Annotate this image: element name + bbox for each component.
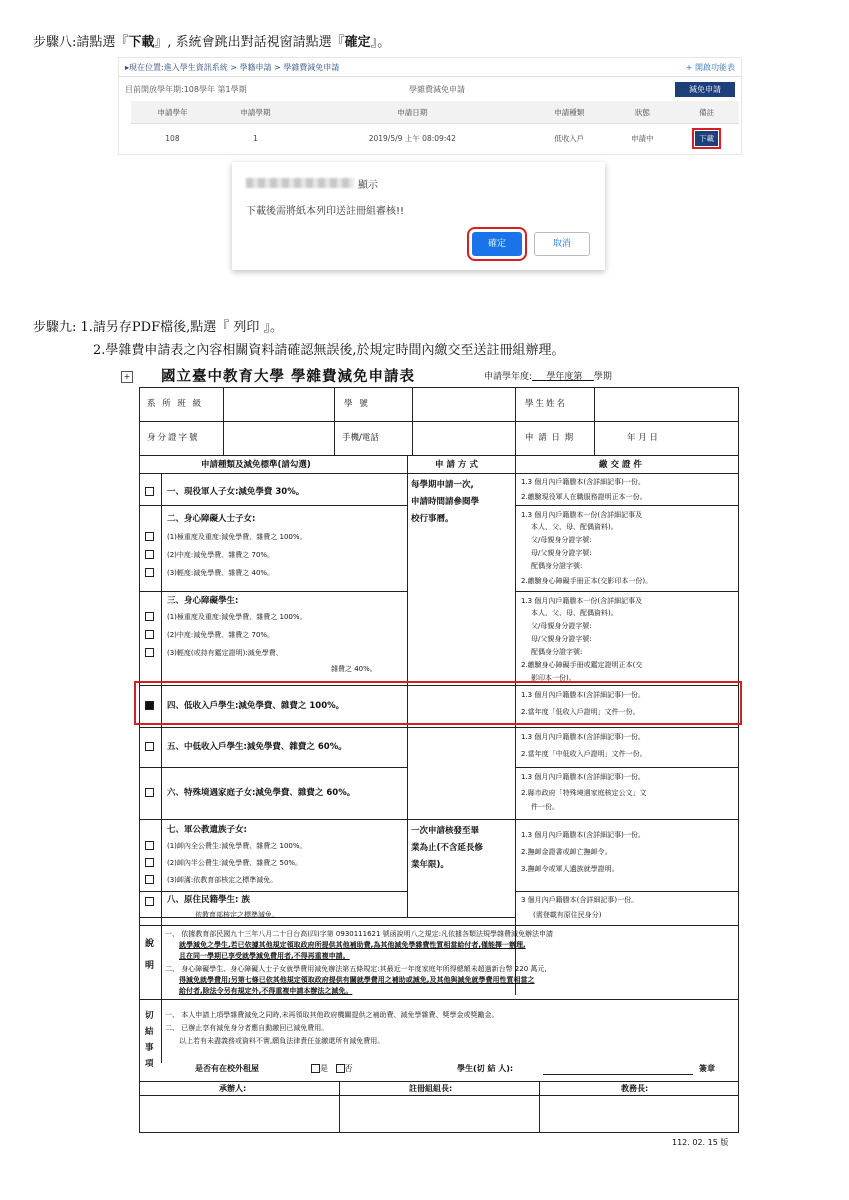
checkbox-cat3-1[interactable] bbox=[145, 612, 154, 621]
step8-instruction: 步驟八:請點選『下載』, 系統會跳出對話視窗請點選『確定』。 bbox=[33, 35, 391, 50]
checkbox-cat3-2[interactable] bbox=[145, 630, 154, 639]
checkbox-cat7-3[interactable] bbox=[145, 875, 154, 884]
checkbox-cat2-2[interactable] bbox=[145, 550, 154, 559]
checkbox-cat2-1[interactable] bbox=[145, 532, 154, 541]
col-year: 申請學年 bbox=[131, 101, 214, 124]
dialog-message: 下載後需將紙本列印送註冊組審核!! bbox=[246, 206, 405, 217]
col-status: 狀態 bbox=[611, 101, 674, 124]
checkbox-cat5[interactable] bbox=[145, 742, 154, 751]
header-method: 申 請 方 式 bbox=[435, 460, 478, 470]
page-name: 學雜費減免申請 bbox=[409, 84, 465, 94]
col-note: 備註 bbox=[674, 101, 739, 124]
checkbox-cat7-1[interactable] bbox=[145, 841, 154, 850]
checkbox-cat2-3[interactable] bbox=[145, 568, 154, 577]
col-type: 申請種類 bbox=[528, 101, 611, 124]
breadcrumb-text: ▸現在位置:進入學生資訊系統 > 學籍申請 > 學雜費減免申請 bbox=[125, 62, 340, 72]
header-category: 申請種類及減免標準(請勾選) bbox=[201, 460, 311, 470]
table-anchor-icon: + bbox=[121, 371, 133, 383]
apply-button[interactable]: 減免申請 bbox=[675, 82, 735, 97]
step9-line1: 步驟九: 1.請另存PDF檔後,點選『 列印 』。 bbox=[33, 320, 284, 335]
open-menu-link[interactable]: + 開啟功能表 bbox=[685, 62, 735, 72]
blurred-host bbox=[246, 178, 354, 188]
checkbox-abroad-no[interactable] bbox=[336, 1064, 345, 1073]
portal-screenshot bbox=[118, 57, 742, 155]
term-label: 目前開放學年期:108學年 第1學期 bbox=[125, 84, 247, 94]
label-name: 學生姓名 bbox=[525, 399, 568, 409]
highlight-low-income bbox=[134, 681, 742, 725]
checkbox-cat8[interactable] bbox=[145, 897, 154, 906]
date-format: 年 月 日 bbox=[627, 433, 658, 443]
checkbox-abroad-yes[interactable] bbox=[311, 1064, 320, 1073]
checkbox-cat3-3[interactable] bbox=[145, 648, 154, 657]
label-student-id: 學 號 bbox=[344, 399, 370, 409]
label-registrar: 註冊組組長: bbox=[409, 1084, 453, 1093]
col-term: 申請學期 bbox=[214, 101, 297, 124]
form-year: 申請學年度: 學年度第 學期 bbox=[484, 372, 612, 382]
header-docs: 繳 交 證 件 bbox=[599, 460, 642, 470]
label-date: 申 請 日 期 bbox=[525, 433, 575, 443]
col-date: 申請日期 bbox=[297, 101, 528, 124]
download-button[interactable]: 下載 bbox=[695, 131, 718, 146]
checkbox-cat7-2[interactable] bbox=[145, 858, 154, 867]
label-phone: 手機/電話 bbox=[342, 433, 379, 443]
application-table bbox=[131, 101, 739, 152]
checkbox-cat6[interactable] bbox=[145, 788, 154, 797]
checkbox-cat1[interactable] bbox=[145, 487, 154, 496]
ok-button[interactable]: 確定 bbox=[472, 232, 522, 256]
label-dean: 教務長: bbox=[621, 1084, 649, 1093]
application-form: 國立臺中教育大學 學雜費減免申請表 申請學年度: 學年度第 學期 系 所 班 級 學 號 學生姓名 身分證字號 手機/電話 申 請 日 期 年 月 日 申請種類及減免標準(請勾選) 申 請 方 式 繳 交 證 件 每學期申請一次, 申請時間請參閱學 校行事曆。 一、現役軍人子女:減免學費 30%。 1.3 個月內戶籍謄本(含詳細記事)一份。 2.繳驗現役軍人在職服務證明正本一份。 二、身心障礙人士子女: (1)極重度及重度:減免學費、雜費之 100%。 (2)中度:減免學費、雜費之 70%。 (3)輕度:減免學費、雜費之 40%。 1.3 個月內戶籍謄本一份(含詳細記事及 本人、父、母、配偶資料)。 父/母親身分證字號: 母/父親身分證字號: 配偶身分證字號: 2.繳驗身心障礙手冊正本(交影印本一份)。 三、身心障礙學生: (1)極重度及重度:減免學費、雜費之 100%。 (2)中度:減免學費、雜費之 70%。 (3)輕度(或持有鑑定證明):減免學費、 雜費之 40%。 1.3 個月內戶籍謄本一份(含詳細記事及 本人、父、母、配偶資料)。 父/母親身分證字號: 母/父親身分證字號: 配偶身分證字號: 2.繳驗身心障礙手冊或鑑定證明正本(交 影印本一份)。 四、低收入戶學生:減免學費、雜費之 100%。 1.3 個月內戶籍謄本(含詳細記事)一份。 2.當年度「低收入戶證明」文件一份。 五、中低收入戶學生:減免學費、雜費之 60%。 1.3 個月內戶籍謄本(含詳細記事)一份。 2.當年度「中低收入戶證明」文件一份。 六、特殊境遇家庭子女:減免學費、雜費之 60%。 1.3 個月內戶籍謄本(含詳細記事)一份。 2.縣市政府「特殊境遇家庭核定公文」文 件一份。 七、軍公教遺族子女: (1)卹內全公費生:減免學費、雜費之 100%。 (2)卹內半公費生:減免學費、雜費之 50%。 (3)卹滿:依教育部核定之標準減免。 一次申請核發至畢 業為止(不含延長修 業年限)。 1.3 個月內戶籍謄本(含詳細記事)一份。 2.撫卹金證書或卹亡撫卹令。 3.撫卹令或軍人遺族就學證明。 八、原住民籍學生: 族 依教育部核定之標準減免。 3 個月內戶籍謄本(含詳細記事)一份。 (需登載有原住民身分) 說 明 一、 依據教育部民國九十三年八月二十日台高(四)字第 0930111621 號函說明八之規定:凡依據各類法規學雜費減免辦法申請 就學減免之學生,若已依據其他規定領取政府所提供其他補助費,為其他減免學雜費性質相當給付者,僅能擇一辦理, 且在同一學期已享受就學減免費用者,不得再重複申請。 二、 身心障礙學生、身心障礙人士子女就學費用減免辦法第五條規定:其最近一年度家庭年所得總額未超過新台幣 220 萬元, 得減免就學費用;另第七條已依其他規定領取政府提供有關就學費用之補助或減免,及其他與減免就學費用性質相當之 給付者,除法令另有規定外,不得重複申請本辦法之減免。 切 結 事 項 一、 本人申請上項學雜費減免之同時,未再領取其他政府機關提供之補助費、減免學雜費、獎學金或獎勵金。 二、 已辦止享有減免身分者應自動繳回已減免費用。 以上若有未盡義務或資料不實,願負法律責任並繳還所有減免費用。 是否有在校外租屋 是 否 學生(切 結 人): 簽章 承辦人: 註冊組組長: 教務長: bbox=[139, 363, 739, 1133]
breadcrumb bbox=[119, 58, 741, 77]
table-row: 108 1 2019/5/9 上午 08:09:42 低收入戶 申請中 下載 bbox=[131, 124, 739, 153]
label-handler: 承辦人: bbox=[219, 1084, 247, 1093]
dialog-title: 顯示 bbox=[358, 180, 378, 191]
cancel-button[interactable]: 取消 bbox=[534, 232, 590, 256]
notes-label: 說 明 bbox=[145, 939, 155, 971]
pledge-label: 切 結 事 項 bbox=[145, 1011, 154, 1069]
form-version: 112. 02. 15 版 bbox=[672, 1138, 729, 1147]
step9-line2: 2.學雜費申請表之內容相關資料請確認無誤後,於規定時間內繳交至送註冊組辦理。 bbox=[93, 343, 565, 358]
form-title: 國立臺中教育大學 學雜費減免申請表 bbox=[161, 368, 416, 385]
label-dept: 系 所 班 級 bbox=[147, 399, 204, 409]
confirm-dialog bbox=[232, 162, 605, 270]
term-bar bbox=[119, 77, 741, 101]
label-id-no: 身分證字號 bbox=[147, 433, 200, 443]
